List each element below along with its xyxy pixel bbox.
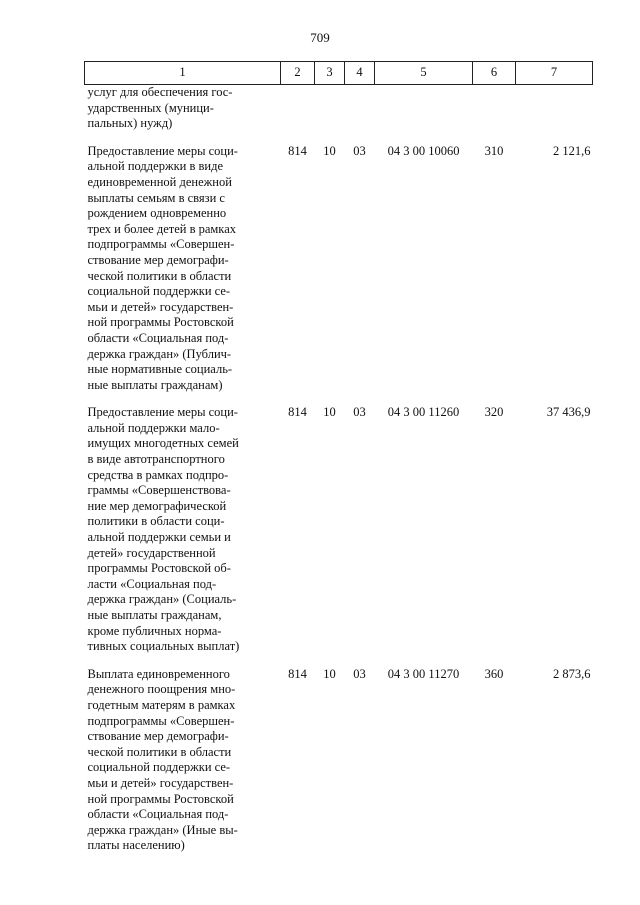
row-ministry: 814 (288, 666, 307, 681)
header-col-6: 6 (473, 62, 516, 85)
row-subsection: 03 (353, 143, 366, 158)
header-col-3: 3 (315, 62, 345, 85)
row-expense-type: 310 (484, 143, 504, 158)
header-col-2: 2 (281, 62, 315, 85)
header-row (85, 62, 593, 85)
row-section: 10 (323, 405, 336, 420)
row-subsection: 03 (353, 666, 366, 681)
row-ministry: 814 (288, 143, 307, 158)
header-col-5: 5 (375, 62, 473, 85)
page-number: 709 (310, 30, 330, 45)
row-amount: 2 873,6 (553, 666, 591, 681)
row-description: Предоставление меры соци- альной поддержки мало- имущих многодетных семей в виде автотранспортного средства в рамках подпро- граммы «Совершенствова- ние мер демографической политики в области соци- альной поддержки семьи и детей» государственной программы Ростовской об- ласти «Социальная под- держка граждан» (Социаль- ные выплаты гражданам, кроме публичных норма- тивных социальных выплат) (87, 405, 240, 654)
row-ministry: 814 (288, 405, 307, 420)
row-expense-type: 360 (484, 666, 504, 681)
table-row (85, 667, 593, 854)
row-section: 10 (323, 143, 336, 158)
table-row-continuation (85, 85, 593, 132)
row-amount: 37 436,9 (546, 405, 591, 420)
row-amount: 2 121,6 (553, 143, 591, 158)
continuation-text: услуг для обеспечения гос- ударственных (муници- пальных) нужд) (87, 85, 233, 131)
header-col-7: 7 (516, 62, 593, 85)
header-col-4: 4 (345, 62, 375, 85)
row-target-article: 04 3 00 11270 (387, 666, 460, 681)
row-description: Предоставление меры соци- альной поддержки в виде единовременной денежной выплаты семьям в связи с рождением одновременно трех и более детей в рамках подпрограммы «Совершен- ствование мер демографи- ческой политики в области социальной поддержки се- мьи и детей» государствен- ной программы Ростовской области «Социальная под- держка граждан» (Публич- ные нормативные социаль- ные выплаты гражданам) (87, 143, 238, 392)
row-target-article: 04 3 00 10060 (387, 143, 460, 158)
table-row (85, 144, 593, 394)
row-subsection: 03 (353, 405, 366, 420)
table-header (85, 62, 593, 85)
row-section: 10 (323, 666, 336, 681)
budget-table (84, 61, 593, 854)
row-description: Выплата единовременного денежного поощрения мно- годетным матерям в рамках подпрограммы «Совершен- ствование мер демографи- ческой политики в области социальной поддержки се- мьи и детей» государствен- ной программы Ростовской области «Социальная под- держка граждан» (Иные вы- платы населению) (87, 666, 238, 853)
header-col-1: 1 (85, 62, 281, 85)
table-row (85, 405, 593, 655)
row-target-article: 04 3 00 11260 (387, 405, 460, 420)
table-body (85, 85, 593, 854)
row-expense-type: 320 (484, 405, 504, 420)
